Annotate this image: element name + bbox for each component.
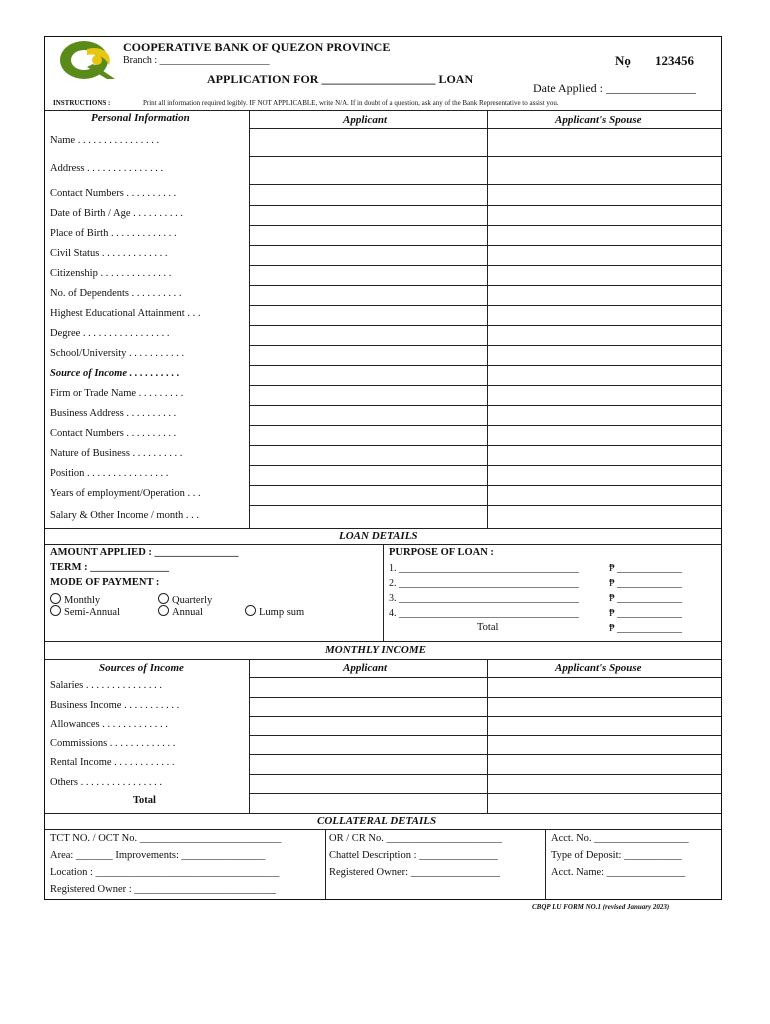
applicant-input-cell[interactable] — [250, 157, 486, 183]
tct-oct-field[interactable]: TCT NO. / OCT No. ___________________________ — [50, 833, 282, 844]
income-row-label: Rental Income . . . . . . . . . . . . — [50, 757, 175, 768]
income-total-label: Total — [133, 795, 156, 806]
income-row-label: Commissions . . . . . . . . . . . . . — [50, 737, 176, 749]
personal-row-label: Address . . . . . . . . . . . . . . . — [50, 163, 164, 174]
loan-application-form — [44, 36, 722, 900]
spouse-input-cell[interactable] — [488, 286, 720, 304]
form-code: CBQP LU FORM NO.1 (revised January 2023) — [532, 903, 670, 911]
applicant-input-cell[interactable] — [250, 266, 486, 284]
applicant-income-cell[interactable] — [250, 755, 486, 773]
spouse-income-cell[interactable] — [488, 755, 720, 773]
purpose-of-loan-label: PURPOSE OF LOAN : — [389, 547, 494, 558]
radio-icon — [158, 593, 169, 604]
applicant-input-cell[interactable] — [250, 306, 486, 324]
personal-info-header: Personal Information — [91, 112, 190, 124]
option-semi-annual[interactable]: Semi-Annual — [50, 605, 120, 618]
or-cr-field[interactable]: OR / CR No. ______________________ — [329, 833, 502, 844]
spouse-input-cell[interactable] — [488, 446, 720, 464]
personal-row-label: Citizenship . . . . . . . . . . . . . . — [50, 268, 172, 279]
spouse-input-cell[interactable] — [488, 506, 720, 527]
monthly-income-title: MONTHLY INCOME — [325, 644, 426, 656]
purpose-item[interactable]: 2. ____________________________________ — [389, 578, 579, 589]
applicant-input-cell[interactable] — [250, 446, 486, 464]
spouse-income-cell[interactable] — [488, 736, 720, 753]
personal-row-label: Nature of Business . . . . . . . . . . — [50, 448, 183, 459]
applicant-input-cell[interactable] — [250, 246, 486, 264]
income-spouse-header: Applicant's Spouse — [555, 662, 642, 674]
deposit-type-field[interactable]: Type of Deposit: ___________ — [551, 850, 682, 861]
personal-row-label: Date of Birth / Age . . . . . . . . . . — [50, 208, 183, 219]
personal-row-label: Years of employment/Operation . . . — [50, 488, 201, 499]
bank-name: COOPERATIVE BANK OF QUEZON PROVINCE — [123, 40, 391, 54]
purpose-item[interactable]: 4. ____________________________________ — [389, 608, 579, 619]
spouse-input-cell[interactable] — [488, 306, 720, 324]
income-row-label: Salaries . . . . . . . . . . . . . . . — [50, 680, 162, 691]
radio-icon — [158, 605, 169, 616]
collateral-details-title: COLLATERAL DETAILS — [317, 815, 437, 827]
personal-row-label: Salary & Other Income / month . . . — [50, 509, 200, 521]
bank-logo-icon — [57, 39, 119, 81]
mode-of-payment-label: MODE OF PAYMENT : — [50, 577, 160, 588]
option-quarterly[interactable]: Quarterly — [158, 593, 212, 606]
income-row-label: Allowances . . . . . . . . . . . . . — [50, 718, 168, 730]
personal-row-label: Firm or Trade Name . . . . . . . . . — [50, 388, 184, 399]
chattel-owner-field[interactable]: Registered Owner: _________________ — [329, 867, 500, 878]
option-annual[interactable]: Annual — [158, 605, 203, 618]
loan-details-title: LOAN DETAILS — [339, 530, 418, 542]
spouse-income-cell[interactable] — [488, 678, 720, 696]
spouse-input-cell[interactable] — [488, 346, 720, 364]
spouse-input-cell[interactable] — [488, 185, 720, 204]
applicant-input-cell[interactable] — [250, 206, 486, 224]
personal-row-label: Business Address . . . . . . . . . . — [50, 408, 177, 419]
spouse-input-cell[interactable] — [488, 486, 720, 504]
term-field[interactable]: TERM : _______________ — [50, 562, 169, 573]
purpose-item[interactable]: 3. ____________________________________ — [389, 593, 579, 604]
spouse-input-cell[interactable] — [488, 246, 720, 264]
registered-owner-field[interactable]: Registered Owner : ___________________________ — [50, 884, 277, 895]
spouse-input-cell[interactable] — [488, 386, 720, 404]
personal-row-label: Contact Numbers . . . . . . . . . . — [50, 428, 177, 439]
option-monthly[interactable]: Monthly — [50, 593, 100, 606]
option-lump-sum[interactable]: Lump sum — [245, 605, 304, 618]
spouse-input-cell[interactable] — [488, 206, 720, 224]
applicant-input-cell[interactable] — [250, 406, 486, 424]
personal-row-label: Civil Status . . . . . . . . . . . . . — [50, 248, 168, 259]
date-applied-field[interactable]: Date Applied : _______________ — [533, 81, 696, 95]
purpose-amount-field[interactable]: ₱ _____________ — [609, 578, 683, 589]
spouse-input-cell[interactable] — [488, 157, 720, 183]
applicant-header: Applicant — [343, 114, 388, 126]
location-field[interactable]: Location : ___________________________________ — [50, 867, 280, 878]
spouse-input-cell[interactable] — [488, 426, 720, 444]
radio-icon — [50, 605, 61, 616]
spouse-income-total-cell[interactable] — [488, 794, 720, 812]
spouse-input-cell[interactable] — [488, 466, 720, 484]
applicant-income-total-cell[interactable] — [250, 794, 486, 812]
radio-icon — [50, 593, 61, 604]
spouse-input-cell[interactable] — [488, 366, 720, 384]
radio-icon — [245, 605, 256, 616]
sources-of-income-header: Sources of Income — [99, 662, 184, 674]
purpose-amount-field[interactable]: ₱ _____________ — [609, 608, 683, 619]
personal-row-label: Place of Birth . . . . . . . . . . . . . — [50, 228, 177, 239]
branch-field[interactable]: Branch : ______________________ — [123, 55, 270, 66]
applicant-input-cell[interactable] — [250, 426, 486, 444]
spouse-input-cell[interactable] — [488, 406, 720, 424]
personal-row-label: School/University . . . . . . . . . . . — [50, 348, 185, 359]
applicant-input-cell[interactable] — [250, 506, 486, 527]
applicant-input-cell[interactable] — [250, 486, 486, 504]
personal-row-label: Highest Educational Attainment . . . — [50, 308, 201, 319]
spouse-input-cell[interactable] — [488, 226, 720, 244]
spouse-input-cell[interactable] — [488, 266, 720, 284]
purpose-amount-field[interactable]: ₱ _____________ — [609, 593, 683, 604]
number-label: Nọ — [615, 53, 631, 68]
applicant-input-cell[interactable] — [250, 386, 486, 404]
applicant-input-cell[interactable] — [250, 466, 486, 484]
application-number: 123456 — [655, 53, 694, 68]
spouse-income-cell[interactable] — [488, 775, 720, 792]
acct-no-field[interactable]: Acct. No. __________________ — [551, 833, 689, 844]
applicant-income-cell[interactable] — [250, 678, 486, 696]
income-applicant-header: Applicant — [343, 662, 388, 674]
applicant-income-cell[interactable] — [250, 717, 486, 734]
instructions-text: Print all information required legibly. IF NOT APPLICABLE, write N/A. If in doubt of a question, ask any of the Bank Representative to assist you. — [143, 99, 559, 107]
chattel-description-field[interactable]: Chattel Description : _______________ — [329, 850, 498, 861]
personal-row-label: Position . . . . . . . . . . . . . . . . — [50, 468, 169, 479]
purpose-total-label: Total — [477, 622, 499, 633]
personal-row-label: Source of Income . . . . . . . . . . — [50, 368, 180, 379]
instructions-label: INSTRUCTIONS : — [53, 99, 111, 107]
income-row-label: Others . . . . . . . . . . . . . . . . — [50, 776, 162, 788]
applicant-income-cell[interactable] — [250, 736, 486, 753]
applicant-input-cell[interactable] — [250, 286, 486, 304]
amount-applied-field[interactable]: AMOUNT APPLIED : ________________ — [50, 547, 239, 558]
purpose-amount-field[interactable]: ₱ _____________ — [609, 563, 683, 574]
application-title: APPLICATION FOR ___________________ LOAN — [207, 72, 474, 86]
purpose-item[interactable]: 1. ____________________________________ — [389, 563, 579, 574]
applicant-input-cell[interactable] — [250, 185, 486, 204]
applicant-input-cell[interactable] — [250, 346, 486, 364]
acct-name-field[interactable]: Acct. Name: _______________ — [551, 867, 686, 878]
applicant-income-cell[interactable] — [250, 698, 486, 715]
spouse-income-cell[interactable] — [488, 717, 720, 734]
spouse-input-cell[interactable] — [488, 129, 720, 155]
purpose-total-field[interactable]: ₱ _____________ — [609, 623, 683, 634]
personal-row-label: Name . . . . . . . . . . . . . . . . — [50, 135, 160, 146]
personal-row-label: Degree . . . . . . . . . . . . . . . . . — [50, 328, 170, 339]
area-improvements-field[interactable]: Area: _______ Improvements: ________________ — [50, 850, 266, 861]
spouse-input-cell[interactable] — [488, 326, 720, 344]
applicant-input-cell[interactable] — [250, 226, 486, 244]
spouse-header: Applicant's Spouse — [555, 114, 642, 126]
applicant-input-cell[interactable] — [250, 326, 486, 344]
personal-row-label: No. of Dependents . . . . . . . . . . — [50, 288, 182, 299]
personal-row-label: Contact Numbers . . . . . . . . . . — [50, 187, 177, 199]
applicant-input-cell[interactable] — [250, 129, 486, 155]
applicant-income-cell[interactable] — [250, 775, 486, 792]
income-row-label: Business Income . . . . . . . . . . . — [50, 699, 180, 711]
spouse-income-cell[interactable] — [488, 698, 720, 715]
applicant-input-cell[interactable] — [250, 366, 486, 384]
